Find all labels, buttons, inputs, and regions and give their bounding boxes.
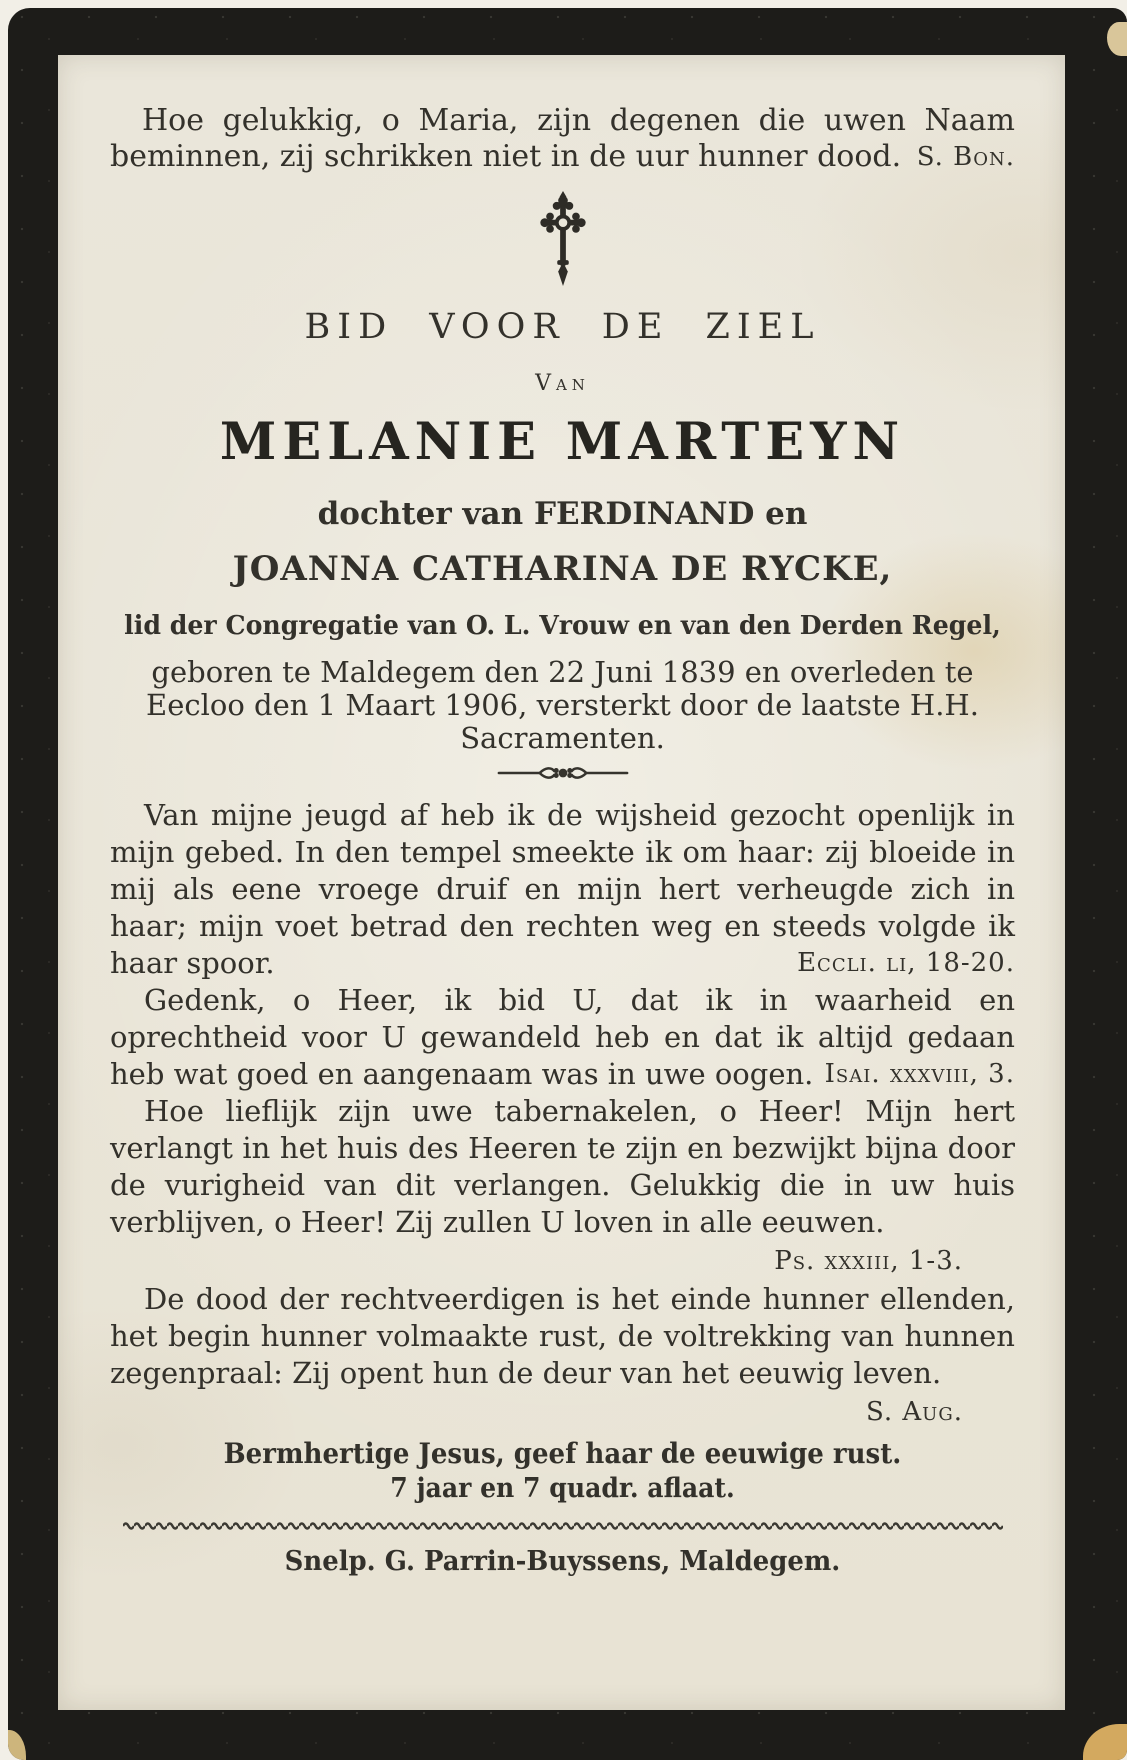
parents-line-1: dochter van FERDINAND en (317, 496, 808, 532)
scripture-quote-2-text: Gedenk, o Heer, ik bid U, dat ik in waarheid en oprechtheid voor U gewandeld heb en dat ik altijd gedaan heb wat goed en aangenaam was in uwe oogen. (110, 983, 1015, 1091)
indulgence-line: 7 jaar en 7 quadr. aflaat. (390, 1473, 735, 1504)
card-black-border (8, 8, 1127, 1760)
epigraph-text: Hoe gelukkig, o Maria, zijn degenen die uwen Naam beminnen, zij schrikken niet in de uur hunner dood. (110, 103, 1015, 174)
scripture-quote-4-text: De dood der rechtveerdigen is het einde hunner ellenden, het begin hunner volmaakte rust, de voltrekking van hunnen zegenpraal: Zij opent hun de deur van het eeuwig leven. (110, 1282, 1015, 1390)
flourish-divider-icon (110, 762, 1015, 788)
scripture-quote-3-text: Hoe lieflijk zijn uwe tabernakelen, o Heer! Mijn hert verlangt in het huis des Heeren te zijn en bezwijkt bijna door de vurigheid van dit verlangen. Gelukkig die in uw huis verblijven, o Heer! Zij zullen U loven in alle eeuwen. (110, 1094, 1015, 1239)
scripture-quote-1-text: Van mijne jeugd af heb ik de wijsheid gezocht openlijk in mijn gebed. In den tempel smeekte ik om haar: zij bloeide in mij als eene vroege druif en mijn hert verheugde zich in haar; mijn voet betrad den rechten weg en steeds volgde ik haar spoor. (110, 798, 1015, 980)
scripture-quote-4 (110, 1281, 1015, 1392)
card-paper (58, 55, 1065, 1710)
scripture-quote-1 (110, 797, 1015, 982)
scripture-quote-3 (110, 1093, 1015, 1241)
epigraph (110, 103, 1015, 175)
worn-corner-bottom-left (8, 1730, 26, 1760)
worn-corner-bottom-right (1083, 1724, 1127, 1760)
scripture-citation-4: S. Aug. (865, 1397, 963, 1427)
scripture-citation-1: Eccli. li, 18-20. (797, 948, 1015, 978)
membership-line: lid der Congregatie van O. L. Vrouw en van den Derden Regel, (124, 611, 1001, 641)
parents-line-2: JOANNA CATHARINA DE RYCKE, (232, 549, 893, 589)
worn-corner-top-right (1107, 22, 1127, 56)
invocation-line: BID VOOR DE ZIEL (304, 307, 821, 347)
final-prayer-line: Bermhertige Jesus, geef haar de eeuwige rust. (223, 1437, 902, 1470)
printer-credit: Snelp. G. Parrin-Buyssens, Maldegem. (284, 1546, 841, 1577)
birth-death-line: geboren te Maldegem den 22 Juni 1839 en overleden te Eecloo den 1 Maart 1906, versterkt door de laatste H.H. Sacramenten. (146, 655, 979, 755)
scripture-citation-2: Isai. xxxviii, 3. (824, 1059, 1015, 1089)
scripture-quote-2 (110, 982, 1015, 1093)
epigraph-attribution: S. Bon. (916, 142, 1015, 172)
budded-cross-icon (110, 191, 1015, 291)
scripture-citation-3: Ps. xxxiii, 1-3. (774, 1246, 963, 1276)
deceased-name: MELANIE MARTEYN (219, 412, 906, 472)
wavy-rule (110, 1519, 1015, 1531)
of-word: Van (535, 371, 590, 396)
